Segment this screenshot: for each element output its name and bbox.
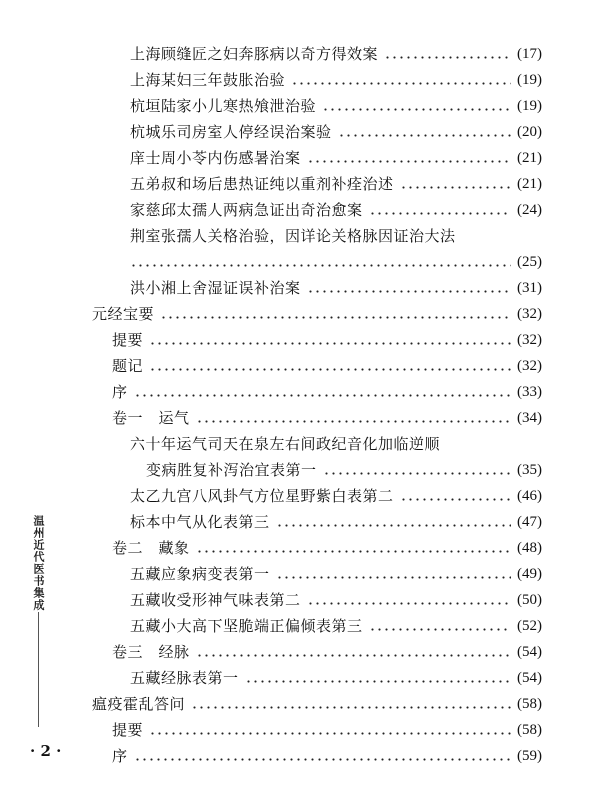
toc-entry-page: (25) (517, 254, 542, 270)
toc-entry-page: (19) (517, 72, 542, 88)
toc-entry (130, 588, 542, 612)
toc-entry (130, 172, 542, 196)
dot-leader (130, 264, 511, 267)
toc-entry-page: (47) (517, 514, 542, 530)
toc-entry-title: 元经宝要 (92, 305, 155, 323)
dot-leader (191, 706, 511, 709)
toc-entry (130, 198, 542, 222)
dot-leader (245, 680, 511, 683)
toc-entry (130, 146, 542, 170)
toc-entry-page: (35) (517, 462, 542, 478)
toc-entry-title: 卷三 经脉 (112, 643, 190, 661)
toc-entry-page: (33) (517, 384, 542, 400)
toc-entry (130, 276, 542, 300)
dot-leader (149, 732, 511, 735)
dot-leader (196, 420, 511, 423)
dot-leader (307, 290, 511, 293)
toc-entry (112, 354, 542, 378)
toc-entry-title: 五藏应象病变表第一 (130, 565, 270, 583)
toc-entry-page: (52) (517, 618, 542, 634)
toc-section (92, 302, 542, 326)
toc-entry (112, 380, 542, 404)
toc-entry-title: 卷一 运气 (112, 409, 190, 427)
toc-entry-title: 标本中气从化表第三 (130, 513, 270, 531)
toc-entry (130, 614, 542, 638)
dot-leader (307, 602, 511, 605)
toc-entry-page: (19) (517, 98, 542, 114)
toc-entry-title: 杭城乐司房室人停经误治案验 (130, 123, 332, 141)
toc-section (92, 692, 542, 716)
dot-leader (369, 628, 511, 631)
dot-leader (160, 316, 511, 319)
dot-leader (400, 186, 511, 189)
dot-leader (338, 134, 511, 137)
toc-entry-title: 序 (112, 747, 128, 765)
dot-leader (322, 108, 511, 111)
toc-entry-page: (49) (517, 566, 542, 582)
side-divider (38, 612, 39, 727)
toc-entry-title: 提要 (112, 721, 144, 739)
dot-leader (196, 654, 511, 657)
toc-entry (130, 42, 542, 66)
toc-entry-page: (20) (517, 124, 542, 140)
toc-entry-title: 太乙九宫八风卦气方位星野紫白表第二 (130, 487, 394, 505)
toc-entry-page: (21) (517, 176, 542, 192)
toc-entry-page: (54) (517, 644, 542, 660)
toc-entry (112, 718, 542, 742)
dot-leader (291, 82, 511, 85)
toc-entry-title: 变病胜复补泻治宜表第一 (146, 461, 317, 479)
toc-entry (146, 458, 542, 482)
toc-entry (130, 562, 542, 586)
toc-entry-page: (17) (517, 46, 542, 62)
toc-entry-title: 卷二 藏象 (112, 539, 190, 557)
toc-entry (112, 640, 542, 664)
dot-leader (149, 342, 511, 345)
toc-entry (112, 536, 542, 560)
dot-leader (134, 758, 511, 761)
toc-entry-title: 上海某妇三年鼓胀治验 (130, 71, 286, 89)
toc-entry (130, 224, 542, 248)
toc-entry-page: (59) (517, 748, 542, 764)
toc-entry (130, 120, 542, 144)
dot-leader (149, 368, 511, 371)
toc-entry-page: (21) (517, 150, 542, 166)
toc-entry-title: 家慈邱太孺人两病急证出奇治愈案 (130, 201, 363, 219)
toc-entry-title: 杭垣陆家小儿寒热飧泄治验 (130, 97, 317, 115)
dot-leader (276, 576, 511, 579)
toc-entry-title: 庠士周小苓内伤感暑治案 (130, 149, 301, 167)
toc-entry-title: 六十年运气司天在泉左右间政纪音化加临逆顺 (130, 435, 441, 453)
dot-leader (400, 498, 511, 501)
toc-entry-page: (58) (517, 696, 542, 712)
toc-entry-title: 五藏收受形神气味表第二 (130, 591, 301, 609)
toc-entry-title: 题记 (112, 357, 144, 375)
dot-leader (384, 56, 511, 59)
toc-entry-page: (31) (517, 280, 542, 296)
toc-entry-title: 瘟疫霍乱答问 (92, 695, 186, 713)
toc-entry (130, 68, 542, 92)
toc-entry-page: (32) (517, 358, 542, 374)
book-series-label: 温州近代医书集成 (32, 515, 45, 611)
toc-entry-continuation (130, 250, 542, 274)
toc-entry-title: 荆室张孺人关格治验，因详论关格脉因证治大法 (130, 227, 456, 245)
dot-leader (134, 394, 511, 397)
dot-leader (276, 524, 511, 527)
toc-entry-title: 五藏小大高下坚脆端正偏倾表第三 (130, 617, 363, 635)
toc-entry (130, 666, 542, 690)
dot-leader (196, 550, 511, 553)
dot-leader (307, 160, 511, 163)
toc-entry-page: (32) (517, 332, 542, 348)
toc-entry (130, 510, 542, 534)
toc-entry-page: (50) (517, 592, 542, 608)
toc-entry-title: 提要 (112, 331, 144, 349)
toc-entry-page: (46) (517, 488, 542, 504)
toc-entry-page: (32) (517, 306, 542, 322)
toc-entry-title: 洪小湘上舍湿证误补治案 (130, 279, 301, 297)
toc-entry (112, 328, 542, 352)
toc-entry-title: 五弟叔和场后患热证纯以重剂补痊治述 (130, 175, 394, 193)
toc-entry (112, 406, 542, 430)
toc-entry-title: 序 (112, 383, 128, 401)
toc-entry-title: 上海顾缝匠之妇奔豚病以奇方得效案 (130, 45, 379, 63)
toc-entry (112, 744, 542, 768)
toc-entry-page: (48) (517, 540, 542, 556)
toc-entry-page: (58) (517, 722, 542, 738)
toc-entry-page: (34) (517, 410, 542, 426)
dot-leader (323, 472, 511, 475)
toc-entry (130, 432, 542, 456)
page-number: · 2 · (30, 742, 62, 760)
toc-entry-page: (54) (517, 670, 542, 686)
dot-leader (369, 212, 511, 215)
toc-entry (130, 94, 542, 118)
toc-entry-title: 五藏经脉表第一 (130, 669, 239, 687)
toc-entry (130, 484, 542, 508)
toc-entry-page: (24) (517, 202, 542, 218)
